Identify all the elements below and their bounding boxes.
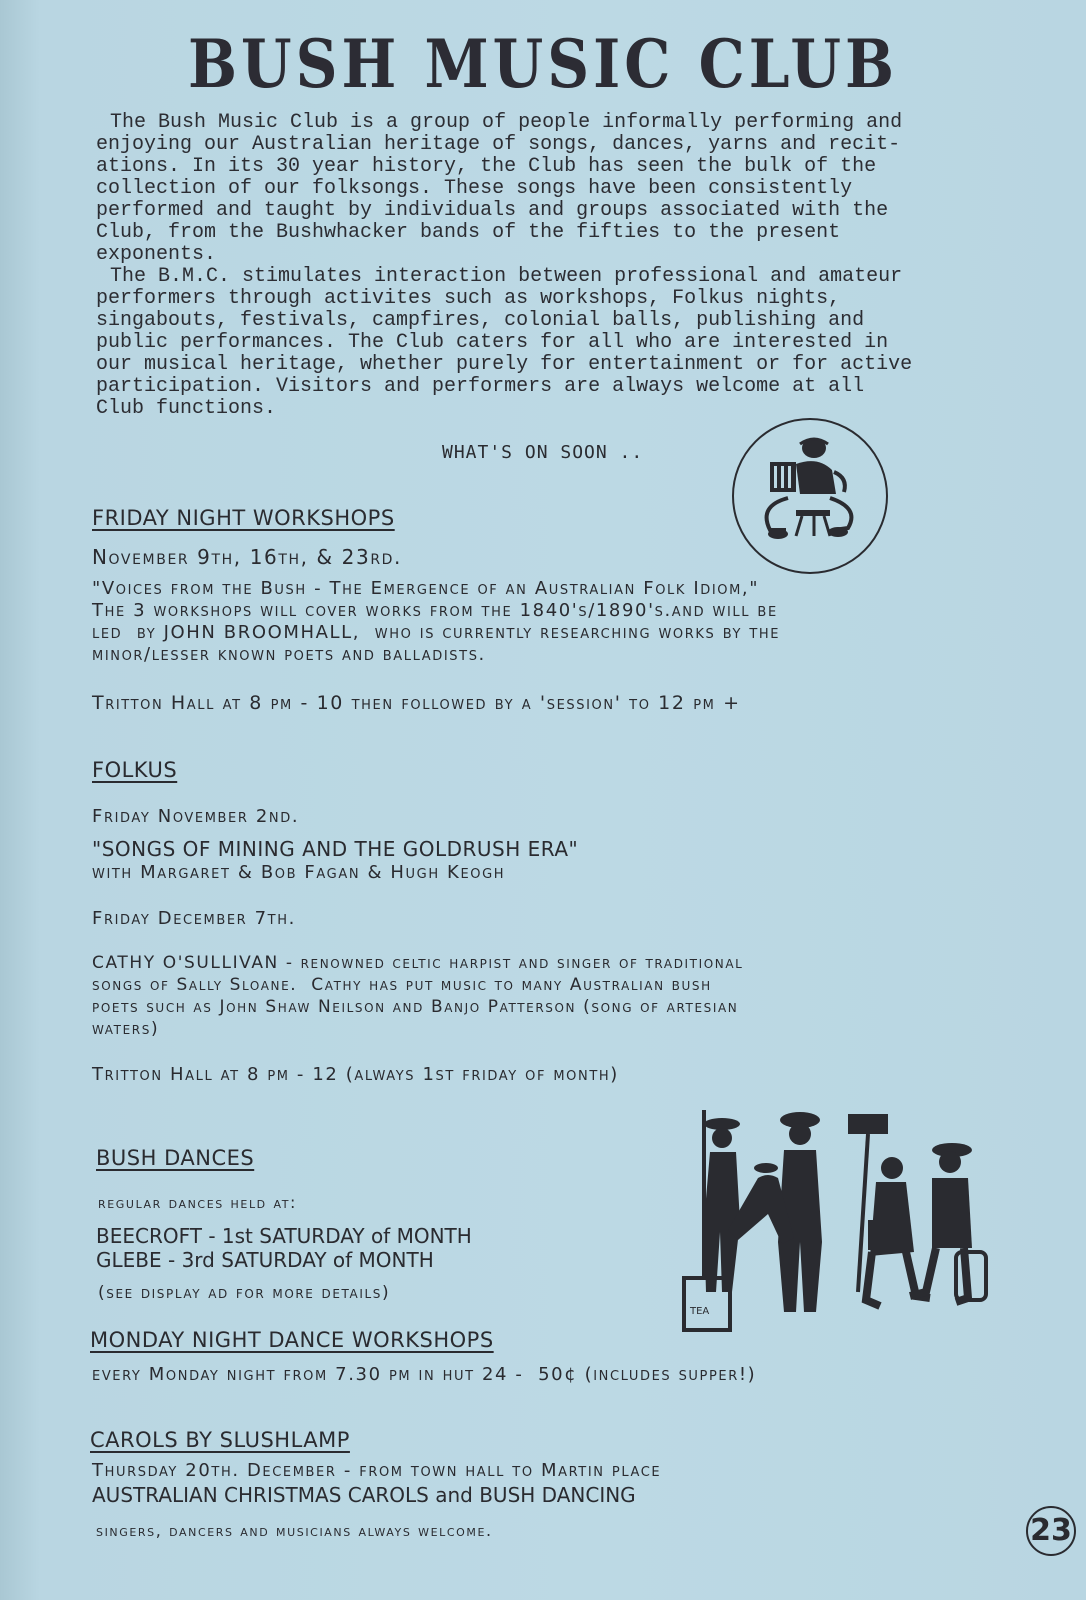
page-number: 23: [1026, 1506, 1076, 1556]
friday-description: [92, 578, 780, 666]
bush-see: (see display ad for more details): [98, 1283, 391, 1303]
folkus-desc-line: waters): [92, 1019, 160, 1039]
monday-text: every Monday night from 7.30 pm in hut 24 - 50¢ (includes supper!): [92, 1364, 757, 1385]
bush-dances-heading: BUSH DANCES: [96, 1146, 255, 1170]
bush-regular: regular dances held at:: [98, 1193, 298, 1212]
carols-line-3: singers, dancers and musicians always welcome.: [96, 1521, 493, 1540]
carols-line-1: Thursday 20th. December - from town hall to Martin place: [92, 1460, 662, 1481]
bush-venues: [96, 1224, 472, 1272]
intro-paragraph-1: The Bush Music Club is a group of people informally performing and enjoying our Australian heritage of songs, dances, yarns and recit- ations. In its 30 year history, the Club has seen the bulk of the collection of our folksongs. These songs have been consistently performed and taught by individuals and groups associated with the Club, from the Bushwhacker bands of the fifties to the present exponents.: [96, 111, 903, 266]
folkus-date-1: Friday November 2nd.: [92, 806, 300, 827]
whats-on-heading: WHAT'S ON SOON ..: [442, 442, 644, 463]
folkus-desc-line: CATHY O'SULLIVAN - renowned celtic harpist and singer of traditional: [92, 953, 744, 973]
intro-text: [96, 112, 1036, 420]
friday-desc-line: led by JOHN BROOMHALL, who is currently researching works by the: [92, 622, 781, 643]
folkus-desc-line: poets such as John Shaw Neilson and Banjo Patterson (song of artesian: [92, 997, 739, 1017]
folkus-heading: FOLKUS: [92, 758, 178, 782]
bush-band-icon: [680, 1102, 992, 1334]
bush-venue-line: BEECROFT - 1st SATURDAY of MONTH: [96, 1224, 472, 1248]
friday-venue: Tritton Hall at 8 pm - 10 then followed by a 'session' to 12 pm +: [92, 692, 741, 714]
folkus-show-1: "SONGS OF MINING AND THE GOLDRUSH ERA": [92, 837, 579, 861]
monday-heading: MONDAY NIGHT DANCE WORKSHOPS: [90, 1328, 494, 1352]
friday-desc-line: "Voices from the Bush - The Emergence of an Australian Folk Idiom,": [92, 578, 760, 599]
folkus-desc-line: songs of Sally Sloane. Cathy has put music to many Australian bush: [92, 975, 712, 995]
intro-paragraph-2: The B.M.C. stimulates interaction between professional and amateur performers through activites such as workshops, Folkus nights, singabouts, festivals, campfires, colonial balls, publishing and public performances. The Club caters for all who are interested in our musical heritage, whether purely for entertainment or for active participation. Visitors and performers are always welcome at all Club functions.: [96, 265, 913, 420]
folkus-venue: Tritton Hall at 8 pm - 12 (always 1st friday of month): [92, 1064, 619, 1085]
friday-heading: FRIDAY NIGHT WORKSHOPS: [92, 506, 395, 530]
folkus-description: [92, 952, 743, 1040]
page-title: BUSH MUSIC CLUB: [187, 24, 898, 104]
carols-heading: CAROLS BY SLUSHLAMP: [90, 1428, 350, 1452]
tea-chest-label: TEA: [690, 1306, 710, 1317]
friday-desc-line: The 3 workshops will cover works from the 1840's/1890's.and will be: [92, 600, 778, 621]
bush-venue-line: GLEBE - 3rd SATURDAY of MONTH: [96, 1248, 434, 1272]
folkus-with-1: with Margaret & Bob Fagan & Hugh Keogh: [92, 862, 506, 883]
accordion-player-icon: [730, 416, 890, 576]
folkus-date-2: Friday December 7th.: [92, 908, 296, 929]
friday-dates: November 9th, 16th, & 23rd.: [92, 545, 403, 569]
carols-line-2: AUSTRALIAN CHRISTMAS CAROLS and BUSH DANCING: [92, 1483, 636, 1507]
friday-desc-line: minor/lesser known poets and balladists.: [92, 644, 486, 665]
